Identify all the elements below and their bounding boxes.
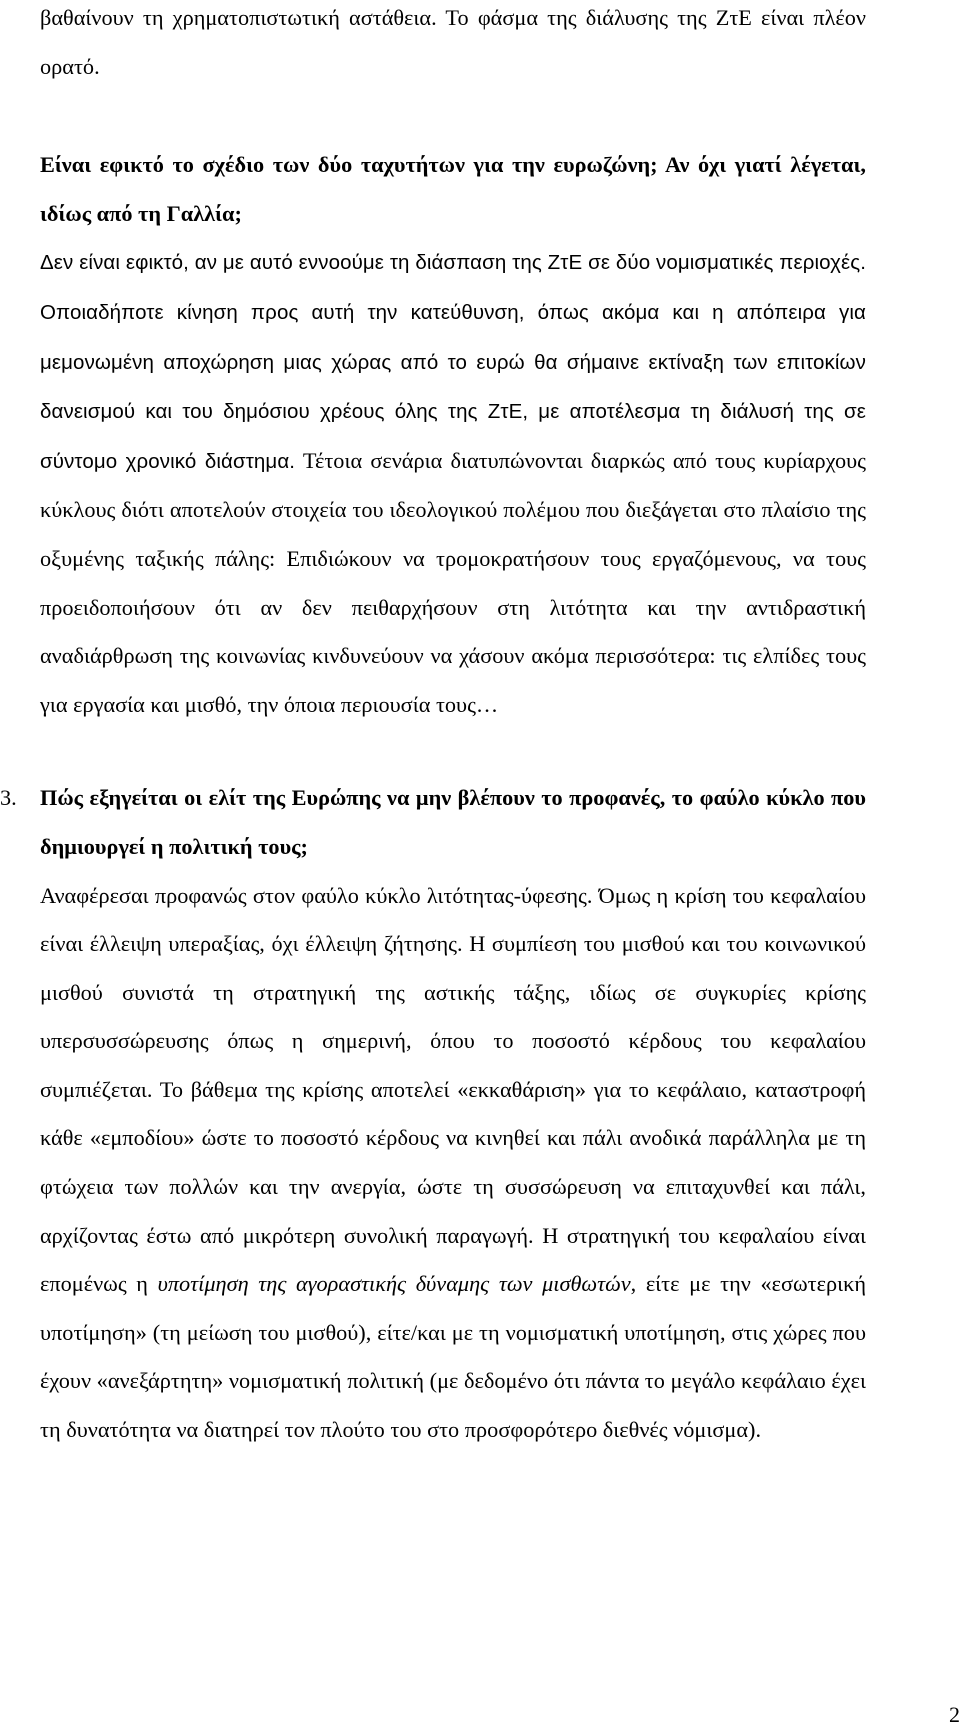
page-number: 2 — [949, 1702, 960, 1727]
answer-2-sans-text: Δεν είναι εφικτό, αν με αυτό εννοούμε τη διάσπαση της ΖτΕ σε δύο νομισματικές περιοχές. Οποιαδήποτε κίνηση προς αυτή την κατεύθυνση, όπως ακόμα και η απόπειρα για μεμονωμένη αποχώρηση μιας χώρας από το ευρώ θα σήμαινε εκτίναξη των επιτοκίων δανεισμού και του δημόσιου χρέους όλης της ΖτΕ, με αποτέλεσμα τη διάλυσή της σε σύντομο χρονικό διάστημα. — [40, 251, 866, 473]
question-3-number: 3. — [0, 785, 17, 811]
intro-paragraph: βαθαίνουν τη χρηματοπιστωτική αστάθεια. Το φάσμα της διάλυσης της ΖτΕ είναι πλέον ορατό. — [40, 5, 866, 79]
answer-3-text-a: Αναφέρεσαι προφανώς στον φαύλο κύκλο λιτότητας-ύφεσης. Όμως η κρίση του κεφαλαίου είναι έλλειψη υπεραξίας, όχι έλλειψη ζήτησης. Η συμπίεση του μισθού και του κοινωνικού μισθού συνιστά τη στρατηγική της αστικής τάξης, ιδίως σε συγκυρίες κρίσης υπερσυσσώρευσης όπως η σημερινή, όπου το ποσοστό κέρδους του κεφαλαίου συμπιέζεται. Το βάθεμα της κρίσης αποτελεί «εκκαθάριση» για το κεφάλαιο, καταστροφή κάθε «εμποδίου» ώστε το ποσοστό κέρδους να κινηθεί και πάλι ανοδικά παράλληλα με τη φτώχεια των πολλών και την ανεργία, ώστε τη συσσώρευση να επιταχυνθεί και πάλι, αρχίζοντας έστω από μικρότερη συνολική παραγωγή. Η στρατηγική του κεφαλαίου είναι επομένως η — [40, 882, 866, 1297]
answer-3 — [40, 872, 866, 1455]
question-3 — [0, 774, 866, 871]
answer-3-italic-text: υποτίμηση της αγοραστικής δύναμης των μισθωτών — [157, 1271, 631, 1297]
question-2: Είναι εφικτό το σχέδιο των δύο ταχυτήτων για την ευρωζώνη; Αν όχι γιατί λέγεται, ιδίως από τη Γαλλία; — [40, 152, 866, 226]
answer-3-text-b: , είτε με την «εσωτερική υποτίμηση» (τη μείωση του μισθού), είτε/και με τη νομισματική υποτίμηση, στις χώρες που έχουν «ανεξάρτητη» νομισματική πολιτική (με δεδομένο ότι πάντα το μεγάλο κεφάλαιο έχει τη δυνατότητα να διατηρεί τον πλούτο του στο προσφορότερο διεθνές νόμισμα). — [40, 1271, 866, 1443]
question-3-text: Πώς εξηγείται οι ελίτ της Ευρώπης να μην βλέπουν το προφανές, το φαύλο κύκλο που δημιουργεί η πολιτική τους; — [40, 785, 866, 859]
answer-2-serif-text: Τέτοια σενάρια διατυπώνονται διαρκώς από τους κυρίαρχους κύκλους διότι αποτελούν στοιχεία του ιδεολογικού πολέμου που διεξάγεται στο πλαίσιο της οξυμένης ταξικής πάλης: Επιδιώκουν να τρομοκρατήσουν τους εργαζόμενους, να τους προειδοποιήσουν ότι αν δεν πειθαρχήσουν στη λιτότητα και την αντιδραστική αναδιάρθρωση της κοινωνίας κινδυνεύουν να χάσουν ακόμα περισσότερα: τις ελπίδες τους για εργασία και μισθό, την όποια περιουσία τους… — [40, 447, 867, 717]
answer-2 — [40, 238, 866, 729]
